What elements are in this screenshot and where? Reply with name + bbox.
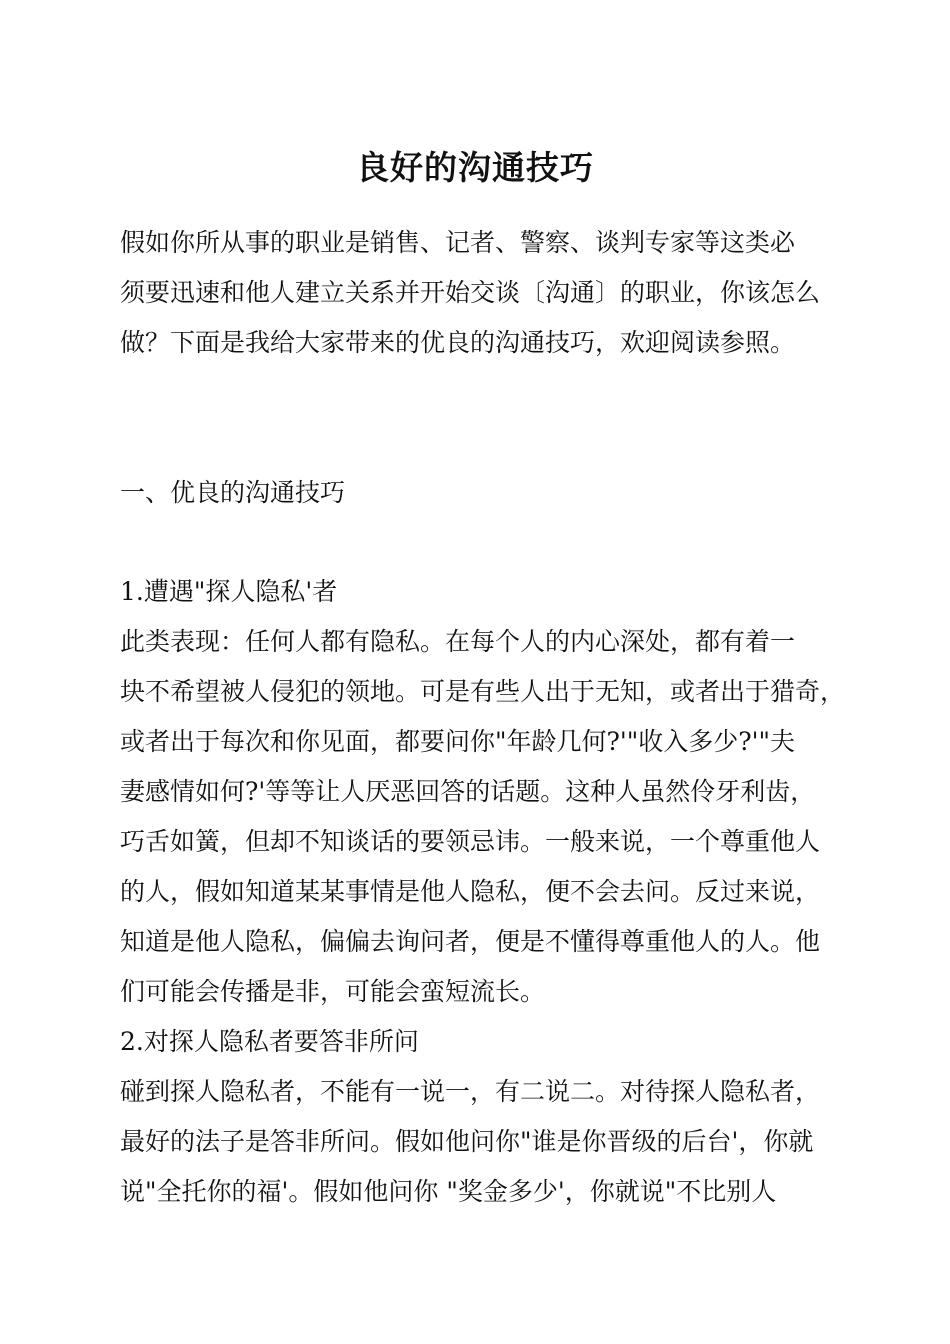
body-line: 此类表现：任何人都有隐私。在每个人的内心深处，都有着一 [120,627,796,656]
body-line: 们可能会传播是非，可能会蛮短流长。 [120,977,546,1006]
body-line: 块不希望被人侵犯的领地。可是有些人出于无知，或者出于猎奇， [120,677,846,706]
subheading-1: 1.遭遇"探人隐私'者 [120,577,338,606]
body-line: 说"全托你的福'。假如他问你 "奖金多少'，你就说"不比别人 [120,1177,777,1206]
section-heading: 一、优良的沟通技巧 [120,478,346,507]
intro-line-2: 须要迅速和他人建立关系并开始交谈〔沟通〕的职业，你该怎么 [120,278,821,307]
body-line: 妻感情如何?'等等让人厌恶回答的话题。这种人虽然伶牙利齿， [120,777,816,806]
body-line: 知道是他人隐私，偏偏去询问者，便是不懂得尊重他人的人。他 [120,927,821,956]
body-line: 最好的法子是答非所问。假如他问你"谁是你晋级的后台'，你就 [120,1127,814,1156]
intro-line-1: 假如你所从事的职业是销售、记者、警察、谈判专家等这类必 [120,228,796,257]
body-line: 碰到探人隐私者，不能有一说一，有二说二。对待探人隐私者， [120,1077,821,1106]
page-title: 良好的沟通技巧 [356,148,594,187]
body-line: 巧舌如簧，但却不知谈话的要领忌讳。一般来说，一个尊重他人 [120,827,821,856]
subheading-2: 2.对探人隐私者要答非所问 [120,1027,419,1056]
intro-line-3: 做？下面是我给大家带来的优良的沟通技巧，欢迎阅读参照。 [120,328,796,357]
body-line: 或者出于每次和你见面，都要问你"年龄几何?'"收入多少?'"夫 [120,727,796,756]
body-line: 的人，假如知道某某事情是他人隐私，便不会去问。反过来说， [120,877,821,906]
